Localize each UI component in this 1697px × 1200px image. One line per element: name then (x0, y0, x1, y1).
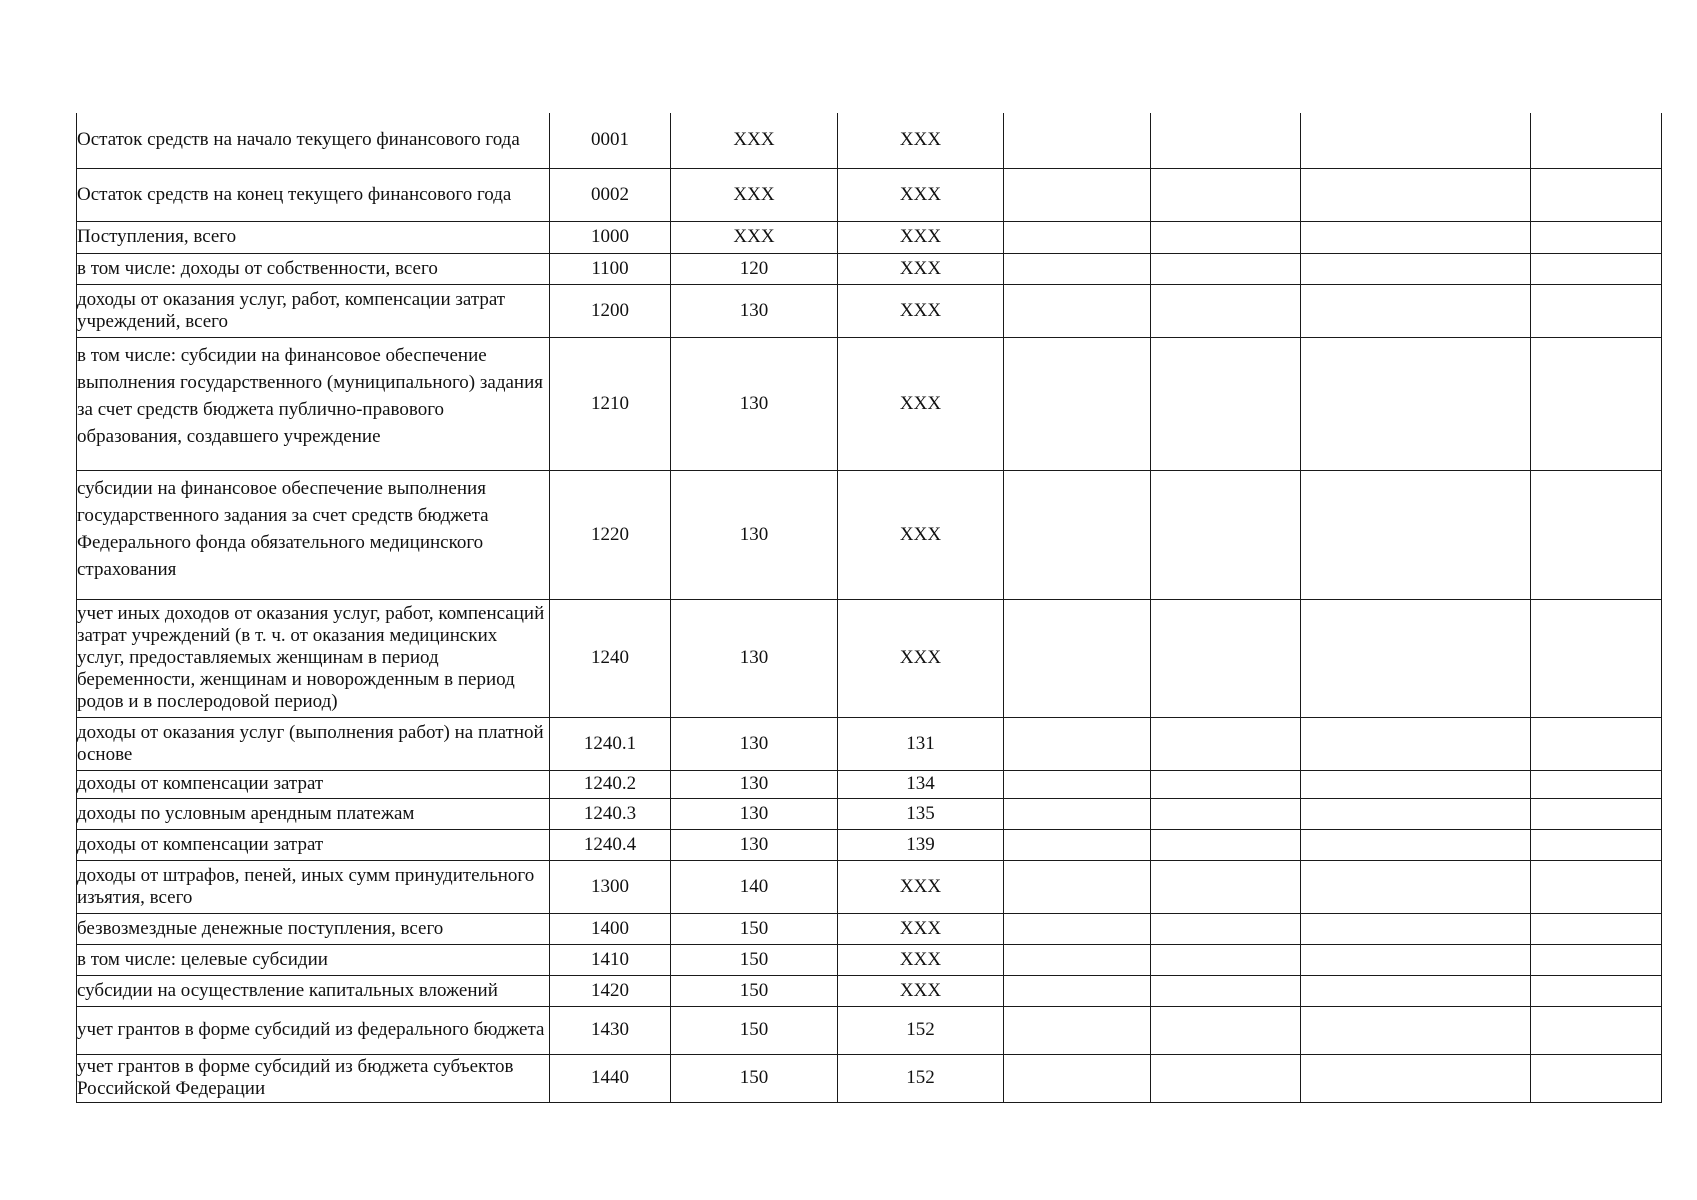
row-code: 1000 (550, 221, 671, 253)
row-name: учет грантов в форме субсидий из федерального бюджета (77, 1006, 550, 1054)
table-row (77, 798, 1662, 829)
table-row (77, 337, 1662, 470)
empty-cell (1301, 337, 1531, 470)
empty-cell (1531, 168, 1662, 221)
empty-cell (1151, 770, 1301, 798)
empty-cell (1531, 860, 1662, 913)
empty-cell (1151, 829, 1301, 860)
empty-cell (1004, 944, 1151, 975)
row-col3: 140 (671, 860, 838, 913)
table-row (77, 284, 1662, 337)
table-row (77, 944, 1662, 975)
empty-cell (1151, 253, 1301, 284)
row-code: 1240.1 (550, 717, 671, 770)
row-col4: 152 (838, 1006, 1004, 1054)
empty-cell (1301, 717, 1531, 770)
row-name: Остаток средств на начало текущего финансового года (77, 113, 550, 168)
row-col3: 130 (671, 798, 838, 829)
row-col3: 130 (671, 470, 838, 599)
empty-cell (1151, 975, 1301, 1006)
report-sheet (76, 113, 1661, 1103)
empty-cell (1531, 284, 1662, 337)
empty-cell (1151, 1006, 1301, 1054)
empty-cell (1004, 860, 1151, 913)
table-row (77, 913, 1662, 944)
row-col4: 135 (838, 798, 1004, 829)
row-name: доходы от штрафов, пеней, иных сумм принудительного изъятия, всего (77, 860, 550, 913)
empty-cell (1301, 470, 1531, 599)
empty-cell (1004, 975, 1151, 1006)
empty-cell (1531, 717, 1662, 770)
empty-cell (1301, 944, 1531, 975)
table-row (77, 829, 1662, 860)
row-col4: XXX (838, 221, 1004, 253)
row-name: доходы от оказания услуг (выполнения работ) на платной основе (77, 717, 550, 770)
empty-cell (1301, 860, 1531, 913)
empty-cell (1531, 975, 1662, 1006)
table-row (77, 770, 1662, 798)
empty-cell (1301, 798, 1531, 829)
row-col3: XXX (671, 113, 838, 168)
empty-cell (1004, 599, 1151, 717)
row-code: 1240 (550, 599, 671, 717)
empty-cell (1151, 168, 1301, 221)
row-code: 1410 (550, 944, 671, 975)
row-name: Поступления, всего (77, 221, 550, 253)
empty-cell (1531, 913, 1662, 944)
row-col3: 130 (671, 717, 838, 770)
row-code: 1420 (550, 975, 671, 1006)
row-col4: XXX (838, 944, 1004, 975)
empty-cell (1531, 829, 1662, 860)
empty-cell (1531, 599, 1662, 717)
table-row (77, 221, 1662, 253)
empty-cell (1004, 913, 1151, 944)
empty-cell (1531, 470, 1662, 599)
empty-cell (1531, 113, 1662, 168)
empty-cell (1004, 221, 1151, 253)
row-col3: 130 (671, 599, 838, 717)
empty-cell (1151, 913, 1301, 944)
empty-cell (1301, 113, 1531, 168)
empty-cell (1151, 221, 1301, 253)
empty-cell (1531, 798, 1662, 829)
empty-cell (1301, 1054, 1531, 1102)
row-col3: 150 (671, 944, 838, 975)
empty-cell (1004, 168, 1151, 221)
row-col4: XXX (838, 284, 1004, 337)
row-code: 1400 (550, 913, 671, 944)
table-row (77, 860, 1662, 913)
empty-cell (1004, 1054, 1151, 1102)
row-code: 1200 (550, 284, 671, 337)
empty-cell (1531, 253, 1662, 284)
row-name: безвозмездные денежные поступления, всего (77, 913, 550, 944)
empty-cell (1004, 284, 1151, 337)
row-col3: 150 (671, 975, 838, 1006)
empty-cell (1301, 770, 1531, 798)
row-col4: 152 (838, 1054, 1004, 1102)
empty-cell (1301, 168, 1531, 221)
empty-cell (1004, 1006, 1151, 1054)
empty-cell (1151, 944, 1301, 975)
row-col3: 130 (671, 829, 838, 860)
empty-cell (1004, 798, 1151, 829)
empty-cell (1004, 470, 1151, 599)
table-row (77, 717, 1662, 770)
table-row (77, 975, 1662, 1006)
row-code: 1440 (550, 1054, 671, 1102)
empty-cell (1004, 337, 1151, 470)
row-col3: 130 (671, 284, 838, 337)
row-code: 0001 (550, 113, 671, 168)
row-col4: XXX (838, 860, 1004, 913)
empty-cell (1151, 599, 1301, 717)
empty-cell (1301, 253, 1531, 284)
row-code: 1300 (550, 860, 671, 913)
empty-cell (1151, 470, 1301, 599)
row-name: учет грантов в форме субсидий из бюджета субъектов Российской Федерации (77, 1054, 550, 1102)
row-code: 1240.2 (550, 770, 671, 798)
row-code: 1100 (550, 253, 671, 284)
row-name: доходы от компенсации затрат (77, 770, 550, 798)
row-col3: 150 (671, 913, 838, 944)
row-col3: 120 (671, 253, 838, 284)
empty-cell (1531, 221, 1662, 253)
empty-cell (1004, 770, 1151, 798)
empty-cell (1004, 253, 1151, 284)
empty-cell (1531, 770, 1662, 798)
row-name: в том числе: субсидии на финансовое обеспечение выполнения государственного (муниципального) задания за счет средств бюджета публично-правового образования, создавшего учреждение (77, 337, 550, 470)
row-name: доходы от оказания услуг, работ, компенсации затрат учреждений, всего (77, 284, 550, 337)
row-col3: 150 (671, 1006, 838, 1054)
empty-cell (1151, 284, 1301, 337)
empty-cell (1301, 829, 1531, 860)
row-name: доходы от компенсации затрат (77, 829, 550, 860)
row-name: в том числе: доходы от собственности, всего (77, 253, 550, 284)
table-row (77, 168, 1662, 221)
empty-cell (1301, 221, 1531, 253)
empty-cell (1301, 1006, 1531, 1054)
row-col4: XXX (838, 470, 1004, 599)
empty-cell (1151, 337, 1301, 470)
row-col4: 131 (838, 717, 1004, 770)
row-col3: XXX (671, 168, 838, 221)
row-col3: XXX (671, 221, 838, 253)
row-col4: XXX (838, 113, 1004, 168)
empty-cell (1301, 599, 1531, 717)
row-name: Остаток средств на конец текущего финансового года (77, 168, 550, 221)
empty-cell (1151, 860, 1301, 913)
income-table (76, 113, 1662, 1103)
table-row (77, 470, 1662, 599)
empty-cell (1151, 113, 1301, 168)
row-code: 1240.4 (550, 829, 671, 860)
table-row (77, 1054, 1662, 1102)
row-col3: 150 (671, 1054, 838, 1102)
empty-cell (1301, 284, 1531, 337)
table-row (77, 253, 1662, 284)
empty-cell (1531, 944, 1662, 975)
row-name: доходы по условным арендным платежам (77, 798, 550, 829)
row-code: 1220 (550, 470, 671, 599)
table-row (77, 1006, 1662, 1054)
row-code: 0002 (550, 168, 671, 221)
row-col4: XXX (838, 253, 1004, 284)
row-col4: 134 (838, 770, 1004, 798)
empty-cell (1151, 717, 1301, 770)
row-name: субсидии на осуществление капитальных вложений (77, 975, 550, 1006)
row-name: в том числе: целевые субсидии (77, 944, 550, 975)
row-col3: 130 (671, 770, 838, 798)
row-code: 1240.3 (550, 798, 671, 829)
empty-cell (1151, 798, 1301, 829)
empty-cell (1004, 829, 1151, 860)
row-col3: 130 (671, 337, 838, 470)
row-code: 1430 (550, 1006, 671, 1054)
table-row (77, 599, 1662, 717)
row-col4: XXX (838, 168, 1004, 221)
row-col4: XXX (838, 599, 1004, 717)
empty-cell (1004, 113, 1151, 168)
row-name: субсидии на финансовое обеспечение выполнения государственного задания за счет средств бюджета Федерального фонда обязательного медицинского страхования (77, 470, 550, 599)
empty-cell (1301, 913, 1531, 944)
table-row (77, 113, 1662, 168)
empty-cell (1151, 1054, 1301, 1102)
row-col4: 139 (838, 829, 1004, 860)
row-code: 1210 (550, 337, 671, 470)
row-col4: XXX (838, 975, 1004, 1006)
row-name: учет иных доходов от оказания услуг, работ, компенсаций затрат учреждений (в т. ч. от оказания медицинских услуг, предоставляемых женщинам в период беременности, женщинам и новорожденным в период родов и в послеродовой период) (77, 599, 550, 717)
empty-cell (1531, 337, 1662, 470)
empty-cell (1531, 1054, 1662, 1102)
empty-cell (1301, 975, 1531, 1006)
empty-cell (1004, 717, 1151, 770)
row-col4: XXX (838, 337, 1004, 470)
row-col4: XXX (838, 913, 1004, 944)
empty-cell (1531, 1006, 1662, 1054)
